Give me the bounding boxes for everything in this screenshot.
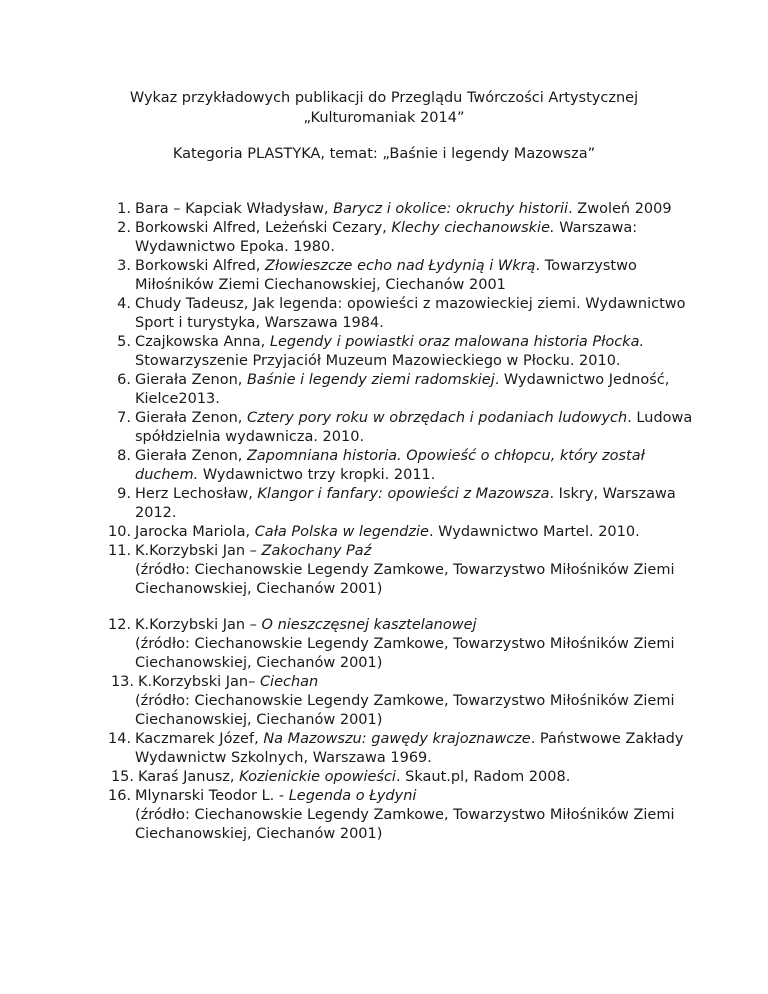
entry-title: Zapomniana historia. Opowieść o chłopcu, który został duchem. [135,448,645,483]
entry-title: Baśnie i legendy ziemi radomskiej [246,372,495,388]
entry-title: Kozienickie opowieści [239,769,396,785]
item-number: 4. [117,296,131,312]
item-number: 14. [108,731,132,747]
list-item [108,768,693,787]
entry-title: Cztery pory roku w obrzędach i podaniach ludowych [246,410,628,426]
list-item [108,787,693,844]
item-number: 5. [117,334,131,350]
entry-source: (źródło: Ciechanowskie Legendy Zamkowe, Towarzystwo Miłośników Ziemi Ciechanowskiej, Ciechanów 2001) [135,562,675,597]
list-item [108,219,693,257]
item-number: 10. [108,524,132,540]
item-number: 8. [117,448,131,464]
entry-title: Cała Polska w legendzie [254,524,429,540]
entry-author: Czajkowska Anna, [135,334,270,350]
entry-title: O nieszczęsnej kasztelanowej [261,617,477,633]
list-item [108,616,693,673]
entry-author: Kaczmarek Józef, [135,731,264,747]
entry-publisher: . Państwowe Zakłady Wydawnictw Szkolnych, Warszawa 1969. [135,731,684,766]
entry-author: Herz Lechosław, [135,486,258,502]
entry-author: Gierała Zenon, [135,410,247,426]
entry-publisher: . Wydawnictwo Jedność, Kielce2013. [135,372,670,407]
entry-author: Gierała Zenon, [135,448,247,464]
item-number: 16. [108,788,132,804]
document-title-line1: Wykaz przykładowych publikacji do Przeglądu Twórczości Artystycznej [129,90,639,106]
entry-source: (źródło: Ciechanowskie Legendy Zamkowe, Towarzystwo Miłośników Ziemi Ciechanowskiej, Ciechanów 2001) [135,693,675,728]
entry-author: Chudy Tadeusz, Jak legenda: opowieści z mazowieckiej ziemi. Wydawnictwo Sport i turystyka, Warszawa 1984. [135,296,686,331]
entry-title: Klechy ciechanowskie. [391,220,555,236]
list-item [108,371,693,409]
item-number: 15. [110,769,134,785]
entry-author: K.Korzybski Jan – [135,617,262,633]
entry-title: Barycz i okolice: okruchy historii [333,201,569,217]
item-number: 1. [117,201,131,217]
list-item [108,409,693,447]
list-item [108,523,693,542]
item-number: 12. [108,617,132,633]
category-heading: Kategoria PLASTYKA, temat: „Baśnie i legendy Mazowsza” [172,146,596,162]
item-number: 2. [117,220,131,236]
entry-title: Legendy i powiastki oraz malowana historia Płocka. [269,334,645,350]
entry-author: K.Korzybski Jan– [138,674,260,690]
entry-publisher: Warszawa: Wydawnictwo Epoka. 1980. [135,220,638,255]
entry-publisher: . Towarzystwo Miłośników Ziemi Ciechanowskiej, Ciechanów 2001 [135,258,637,293]
entry-author: Mlynarski Teodor L. - [135,788,289,804]
entry-publisher: . Iskry, Warszawa 2012. [135,486,676,521]
entry-author: Borkowski Alfred, [135,258,266,274]
item-number: 6. [117,372,131,388]
entry-source: (źródło: Ciechanowskie Legendy Zamkowe, Towarzystwo Miłośników Ziemi Ciechanowskiej, Ciechanów 2001) [135,807,675,842]
document-title-line2: „Kulturomaniak 2014” [303,110,465,126]
item-number: 7. [117,410,131,426]
item-number: 13. [110,674,134,690]
entry-title: Złowieszcze echo nad Łydynią i Wkrą [265,258,536,274]
entry-title: Klangor i fanfary: opowieści z Mazowsza [257,486,550,502]
entry-author: Bara – Kapciak Władysław, [135,201,334,217]
entry-author: Karaś Janusz, [138,769,240,785]
list-item [108,333,693,371]
entry-publisher: . Skaut.pl, Radom 2008. [395,769,571,785]
list-item [108,485,693,523]
item-number: 9. [117,486,131,502]
entry-source: (źródło: Ciechanowskie Legendy Zamkowe, Towarzystwo Miłośników Ziemi Ciechanowskiej, Ciechanów 2001) [135,636,675,671]
item-number: 11. [108,543,132,559]
entry-title: Ciechan [259,674,319,690]
item-number: 3. [117,258,131,274]
entry-author: K.Korzybski Jan – [135,543,262,559]
bibliography-list [108,200,693,844]
entry-publisher: . Wydawnictwo Martel. 2010. [428,524,640,540]
entry-publisher: . Zwoleń 2009 [568,201,672,217]
entry-title: Legenda o Łydyni [288,788,417,804]
list-item [108,730,693,768]
entry-publisher: . Ludowa spółdzielnia wydawnicza. 2010. [135,410,693,445]
entry-title: Zakochany Paź [261,543,372,559]
entry-author: Borkowski Alfred, Leżeński Cezary, [135,220,392,236]
entry-publisher: Stowarzyszenie Przyjaciół Muzeum Mazowieckiego w Płocku. 2010. [135,353,621,369]
entry-author: Gierała Zenon, [135,372,247,388]
entry-publisher: Wydawnictwo trzy kropki. 2011. [198,467,436,483]
list-item [108,257,693,295]
list-item [108,542,693,599]
entry-author: Jarocka Mariola, [135,524,255,540]
entry-title: Na Mazowszu: gawędy krajoznawcze [263,731,531,747]
list-item [108,295,693,333]
list-item [108,673,693,730]
list-item [108,447,693,485]
list-item [108,200,693,219]
